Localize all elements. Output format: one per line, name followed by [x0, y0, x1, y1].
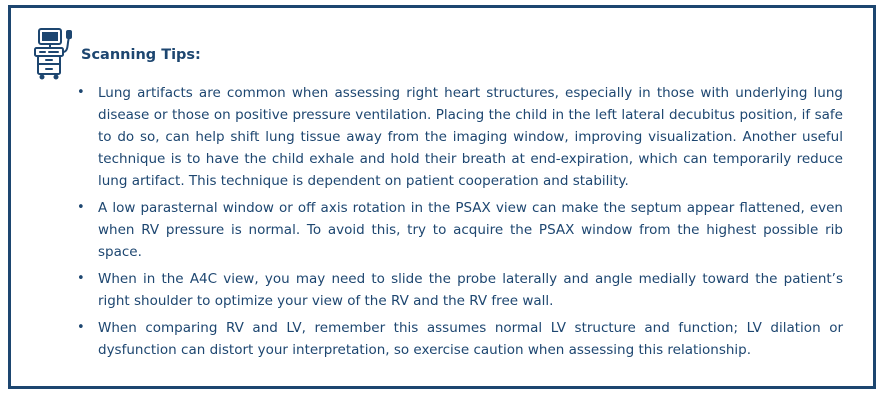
tips-title: Scanning Tips:	[81, 47, 201, 63]
tips-list	[69, 82, 843, 366]
tip-item-lung-artifacts: • Lung artifacts are common when assessing right heart structures, especially in those with underlying lung disease or those on positive pressure ventilation. Placing the child in the left lateral decubitus position, if safe to do so, can help shift lung tissue away from the imaging window, improving visualization. Another useful technique is to have the child exhale and hold their breath at end-expiration, which can temporarily reduce lung artifact. This technique is dependent on patient cooperation and stability.	[69, 82, 843, 192]
ultrasound-machine-icon	[31, 26, 77, 82]
tip-item-rv-lv-comparison: • When comparing RV and LV, remember this assumes normal LV structure and function; LV dilation or dysfunction can distort your interpretation, so exercise caution when assessing this relationship.	[69, 317, 843, 361]
tips-header	[31, 26, 201, 82]
tip-item-a4c-view: • When in the A4C view, you may need to slide the probe laterally and angle medially toward the patient’s right shoulder to optimize your view of the RV and the RV free wall.	[69, 268, 843, 312]
scanning-tips-box	[8, 5, 876, 389]
tip-item-psax-septum: • A low parasternal window or off axis rotation in the PSAX view can make the septum appear flattened, even when RV pressure is normal. To avoid this, try to acquire the PSAX window from the highest possible rib space.	[69, 197, 843, 263]
